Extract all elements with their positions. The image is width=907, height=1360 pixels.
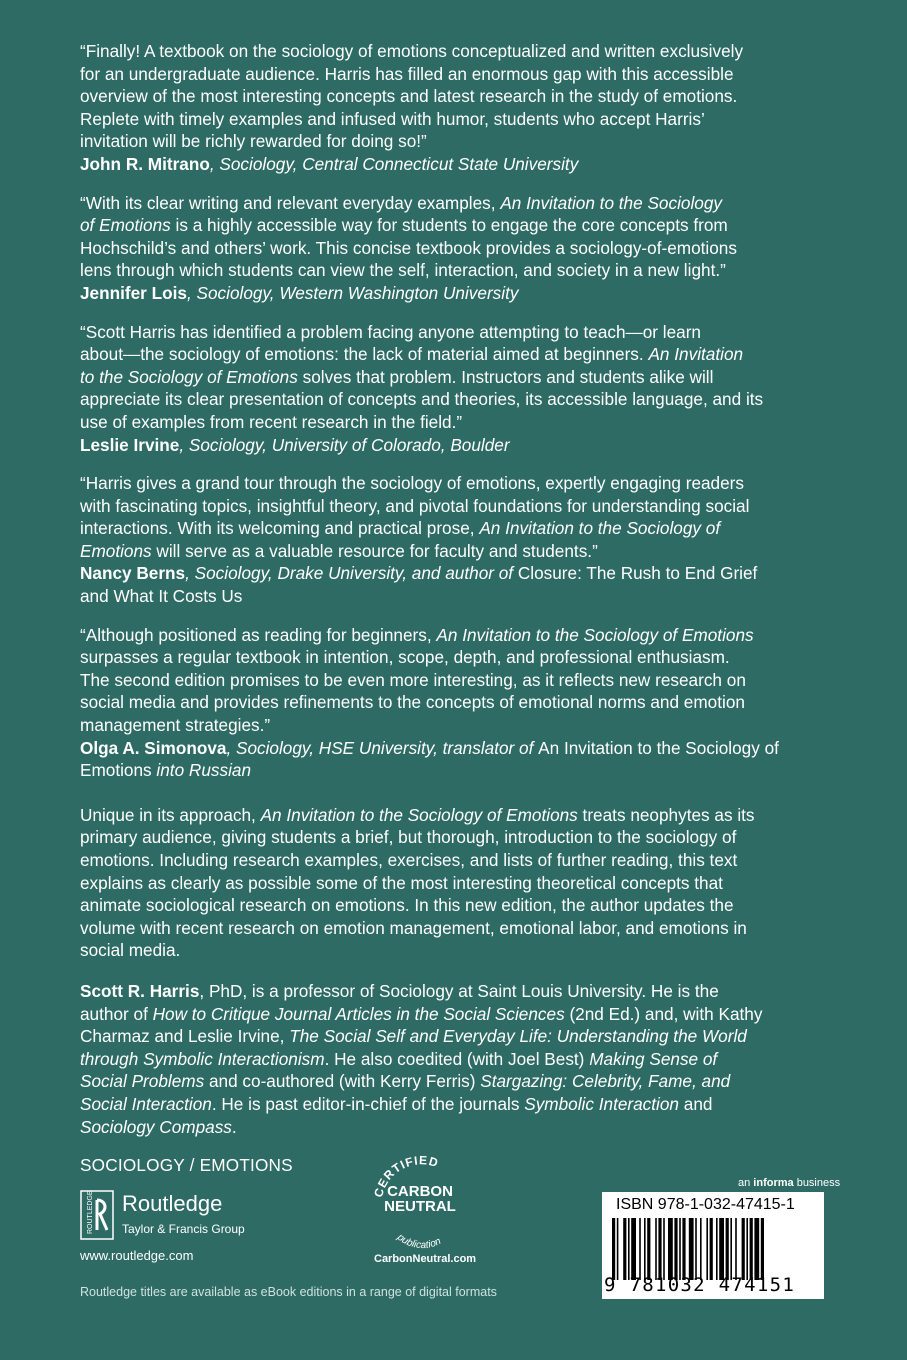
publisher-subtitle: Taylor & Francis Group (122, 1222, 245, 1236)
routledge-mark-icon (80, 1190, 114, 1240)
ebook-availability-note: Routledge titles are available as eBook editions in a range of digital formats (80, 1285, 497, 1299)
publisher-url: www.routledge.com (80, 1248, 194, 1263)
routledge-vertical-text: ROUTLEDGE (87, 1190, 94, 1234)
carbon-neutral-icon (360, 1148, 480, 1268)
barcode-number: 9 781032 474151 (604, 1274, 796, 1296)
endorsement-quote: “Although positioned as reading for beginners, An Invitation to the Sociology of Emotions surpasses a regular textbook in intention, scope, depth, and professional enthusiasm. The second edition promises to be even more interesting, as it reflects new research on social media and provides refinements to the concepts of emotional norms and emotion management strategies.” Olga A. Simonova, Sociology, HSE University, translator of An Invitation to the Sociology of Emotions into Russian (80, 624, 830, 782)
endorsement-attribution: Olga A. Simonova, Sociology, HSE University, translator of An Invitation to the Sociology of (80, 737, 779, 758)
endorsement-attribution: John R. Mitrano, Sociology, Central Connecticut State University (80, 153, 579, 174)
author-bio: Scott R. Harris, PhD, is a professor of Sociology at Saint Louis University. He is the author of How to Critique Journal Articles in the Social Sciences (2nd Ed.) and, with Kathy Charmaz and Leslie Irvine, The Social Self and Everyday Life: Understanding the World through Symbolic Interactionism. He also coedited (with Joel Best) Making Sense of Social Problems and co-authored (with Kerry Ferris) Stargazing: Celebrity, Fame, and Social Interaction. He is past editor-in-chief of the journals Symbolic Interaction and Sociology Compass. (80, 980, 763, 1137)
subject-category: SOCIOLOGY / EMOTIONS (80, 1155, 293, 1176)
neutral-word: NEUTRAL (384, 1198, 456, 1215)
endorsement-attribution: Nancy Berns, Sociology, Drake University, and author of Closure: The Rush to End Grief (80, 563, 758, 584)
isbn-barcode (602, 1192, 824, 1299)
back-cover-text (80, 40, 830, 1177)
endorsement-attribution: Jennifer Lois, Sociology, Western Washington University (80, 282, 519, 303)
book-description: Unique in its approach, An Invitation to the Sociology of Emotions treats neophytes as its primary audience, giving students a brief, but thorough, introduction to the sociology of emotions. Including research examples, exercises, and lists of further reading, this text explains as clearly as possible some of the most interesting theoretical concepts that animate sociological research on emotions. In this new edition, the author updates the volume with recent research on emotion management, emotional labor, and emotions in social media. (80, 804, 755, 961)
endorsement-quote: “Harris gives a grand tour through the sociology of emotions, expertly engaging readers with fascinating topics, insightful theory, and pivotal foundations for understanding social interactions. With its welcoming and practical prose, An Invitation to the Sociology of Emotions will serve as a valuable resource for faculty and students.” Nancy Berns, Sociology, Drake University, and author of Closure: The Rush to End Grief and What It Costs Us (80, 472, 830, 608)
carbon-word: CARBON (387, 1183, 453, 1200)
barcode-icon (610, 1218, 816, 1280)
endorsement-attribution: Leslie Irvine, Sociology, University of Colorado, Boulder (80, 434, 510, 455)
endorsement-quote: “Scott Harris has identified a problem facing anyone attempting to teach—or learn about—the sociology of emotions: the lack of material aimed at beginners. An Invitation to the Sociology of Emotions solves that problem. Instructors and students alike will appreciate its clear presentation of concepts and theories, its accessible language, and its use of examples from recent research in the field.” Leslie Irvine, Sociology, University of Colorado, Boulder (80, 321, 830, 457)
informa-tagline: an informa business (738, 1177, 841, 1189)
endorsement-quote: “Finally! A textbook on the sociology of emotions conceptualized and written exclusively for an undergraduate audience. Harris has filled an enormous gap with this accessible overview of the most interesting concepts and latest research in the study of emotions. Replete with timely examples and infused with humor, students who accept Harris’ invitation will be richly rewarded for doing so!” John R. Mitrano, Sociology, Central Connecticut State University (80, 40, 830, 176)
publisher-name: Routledge (122, 1191, 223, 1216)
svg-text:publication (394, 1231, 443, 1251)
carbon-neutral-url: CarbonNeutral.com (374, 1253, 477, 1265)
isbn-text: ISBN 978-1-032-47415-1 (616, 1196, 795, 1213)
endorsement-quote: “With its clear writing and relevant everyday examples, An Invitation to the Sociology of Emotions is a highly accessible way for students to engage the core concepts from Hochschild’s and others’ work. This concise textbook provides a sociology-of-emotions lens through which students can view the self, interaction, and society in a new light.” Jennifer Lois, Sociology, Western Washington University (80, 192, 830, 305)
carbon-certified-text: CERTIFIED (371, 1153, 441, 1199)
carbon-publication-text: publication (394, 1231, 443, 1252)
